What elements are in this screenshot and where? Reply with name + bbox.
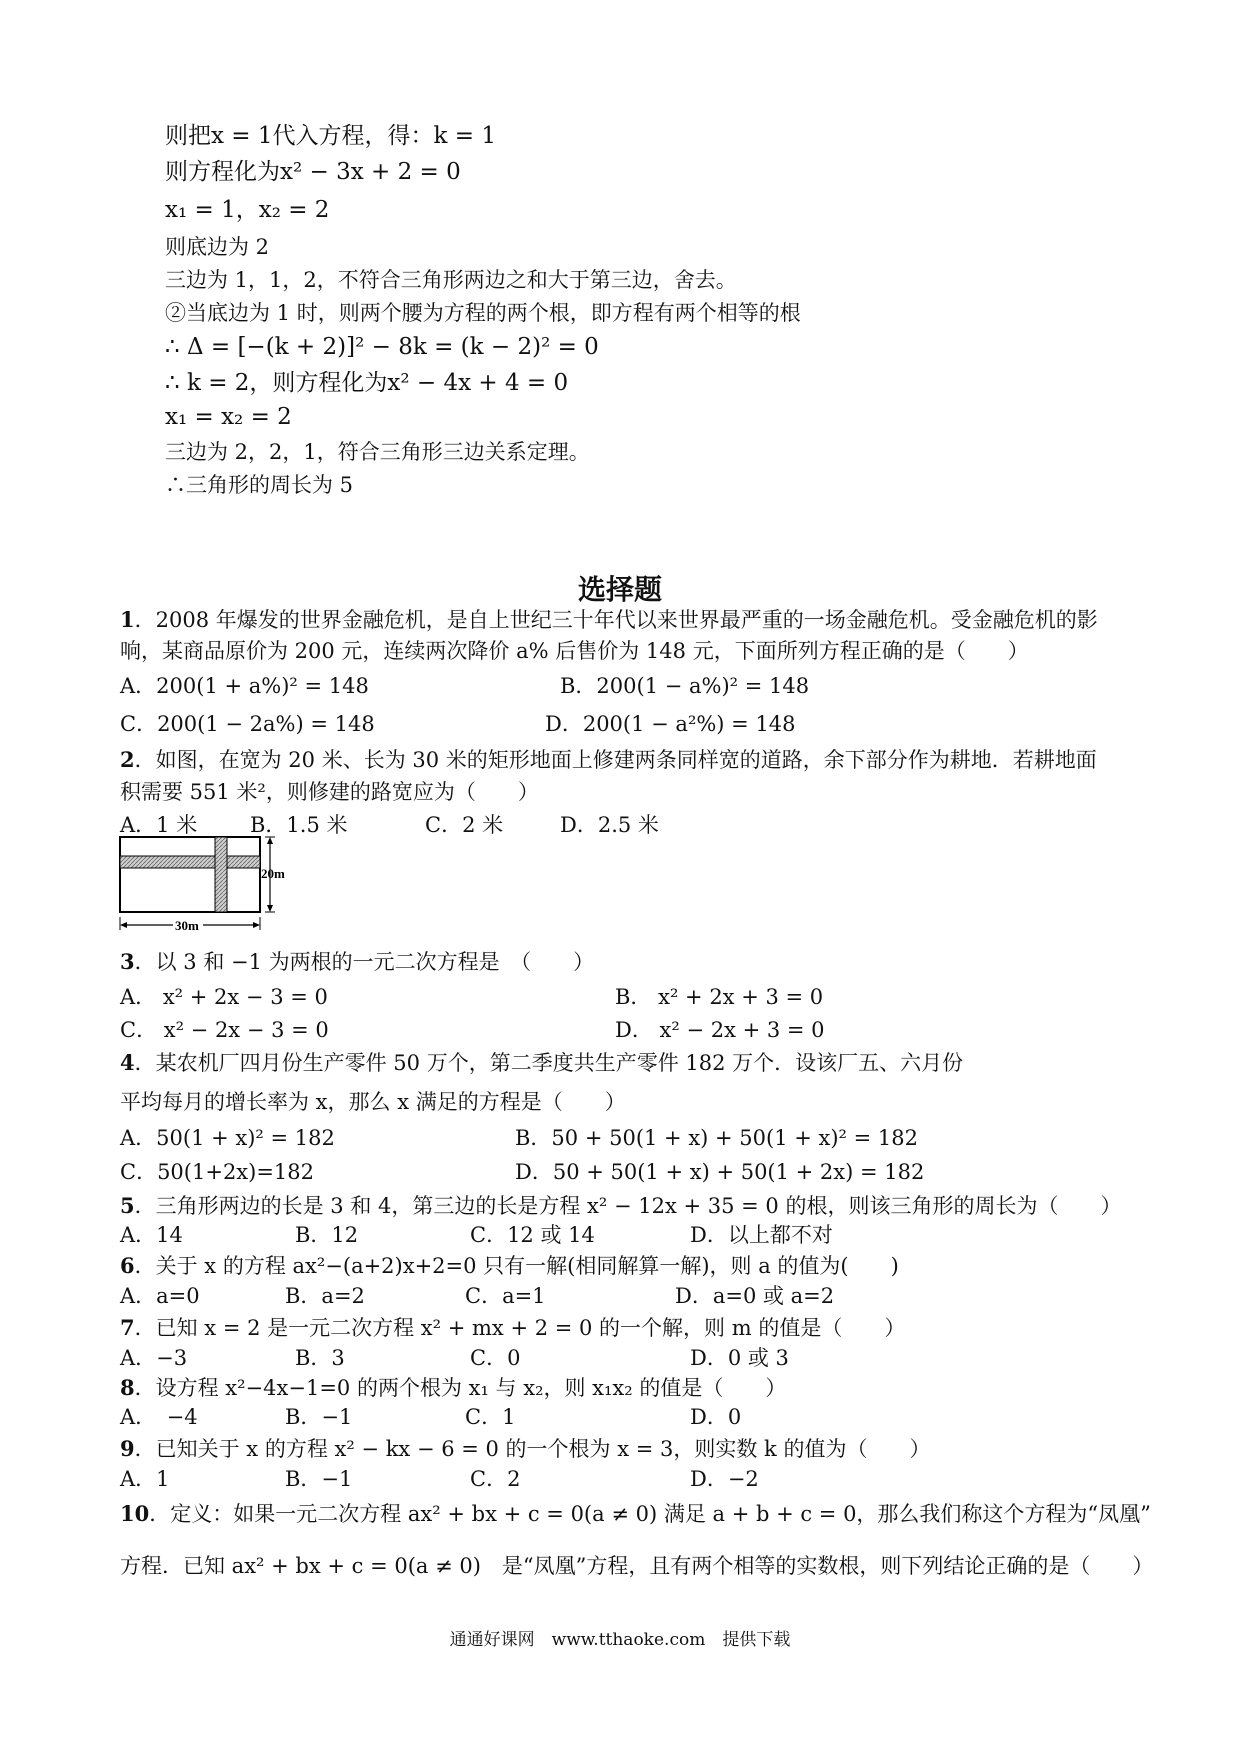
option-d[interactable]: D．0 或 3 — [690, 1346, 789, 1370]
horizontal-road — [120, 856, 260, 868]
option-c[interactable]: C．2 米 — [425, 813, 504, 837]
option-a[interactable]: A．14 — [120, 1223, 183, 1247]
option-d[interactable]: D．a=0 或 a=2 — [675, 1284, 835, 1308]
question-stem: 10．定义：如果一元二次方程 ax² + bx + c = 0(a ≠ 0) 满足 a + b + c = 0，那么我们称这个方程为“凤凰” — [120, 1501, 1151, 1526]
option-b[interactable]: B．3 — [295, 1346, 345, 1370]
field-rectangle — [120, 837, 260, 912]
option-c[interactable]: C． x² − 2x − 3 = 0 — [120, 1018, 329, 1042]
option-b[interactable]: B．50 + 50(1 + x) + 50(1 + x)² = 182 — [515, 1126, 919, 1150]
solution-line: ∴ k = 2，则方程化为x² − 4x + 4 = 0 — [165, 370, 569, 396]
option-b[interactable]: B． x² + 2x + 3 = 0 — [615, 985, 824, 1009]
option-d[interactable]: D．200(1 − a²%) = 148 — [545, 712, 796, 736]
option-c[interactable]: C．2 — [470, 1467, 521, 1491]
option-a[interactable]: A．200(1 + a%)² = 148 — [120, 674, 369, 698]
question-stem: 积需要 551 米²，则修建的路宽应为（ ） — [120, 780, 539, 804]
option-c[interactable]: C．0 — [470, 1346, 521, 1370]
vertical-road — [215, 837, 227, 912]
option-b[interactable]: B．−1 — [285, 1467, 353, 1491]
option-b[interactable]: B．200(1 − a%)² = 148 — [560, 674, 810, 698]
question-stem: 6．关于 x 的方程 ax²−(a+2)x+2=0 只有一解(相同解算一解)，则 a 的值为( ) — [120, 1253, 899, 1278]
option-d[interactable]: D．50 + 50(1 + x) + 50(1 + 2x) = 182 — [515, 1160, 925, 1184]
option-d[interactable]: D．以上都不对 — [690, 1223, 833, 1247]
solution-line: ②当底边为 1 时，则两个腰为方程的两个根，即方程有两个相等的根 — [165, 301, 801, 325]
question-stem: 9．已知关于 x 的方程 x² − kx − 6 = 0 的一个根为 x = 3，则实数 k 的值为（ ） — [120, 1436, 931, 1461]
option-c[interactable]: C．12 或 14 — [470, 1223, 595, 1247]
solution-line: ∴ Δ = [−(k + 2)]² − 8k = (k − 2)² = 0 — [165, 334, 599, 360]
solution-line: x₁ = 1，x₂ = 2 — [165, 197, 330, 223]
question-stem: 1．2008 年爆发的世界金融危机，是自上世纪三十年代以来世界最严重的一场金融危机。受金融危机的影 — [120, 607, 1098, 632]
question-stem: 2．如图，在宽为 20 米、长为 30 米的矩形地面上修建两条同样宽的道路，余下部分作为耕地．若耕地面 — [120, 747, 1097, 772]
option-a[interactable]: A． x² + 2x − 3 = 0 — [120, 985, 328, 1009]
option-a[interactable]: A．a=0 — [120, 1284, 200, 1308]
option-a[interactable]: A．50(1 + x)² = 182 — [120, 1126, 335, 1150]
question-stem: 5．三角形两边的长是 3 和 4，第三边的长是方程 x² − 12x + 35 = 0 的根，则该三角形的周长为（ ） — [120, 1193, 1122, 1218]
option-b[interactable]: B．a=2 — [285, 1284, 365, 1308]
option-b[interactable]: B．12 — [295, 1223, 359, 1247]
question-stem: 8．设方程 x²−4x−1=0 的两个根为 x₁ 与 x₂，则 x₁x₂ 的值是（ ） — [120, 1375, 787, 1400]
width-label: 20m — [261, 866, 285, 881]
question-stem: 响，某商品原价为 200 元，连续两次降价 a% 后售价为 148 元，下面所列方程正确的是（ ） — [120, 639, 1029, 663]
option-d[interactable]: D．−2 — [690, 1467, 759, 1491]
solution-line: 则把x = 1代入方程，得：k = 1 — [165, 123, 496, 149]
option-c[interactable]: C．1 — [465, 1405, 516, 1429]
question-stem: 平均每月的增长率为 x，那么 x 满足的方程是（ ） — [120, 1090, 626, 1114]
option-b[interactable]: B．−1 — [285, 1405, 353, 1429]
option-a[interactable]: A．1 米 — [120, 813, 198, 837]
question-stem: 3．以 3 和 −1 为两根的一元二次方程是 （ ） — [120, 949, 595, 974]
field-diagram — [115, 832, 300, 934]
option-c[interactable]: C．200(1 − 2a%) = 148 — [120, 712, 375, 736]
option-c[interactable]: C．a=1 — [465, 1284, 546, 1308]
option-a[interactable]: A． −4 — [120, 1405, 198, 1429]
solution-line: 则方程化为x² − 3x + 2 = 0 — [165, 159, 461, 185]
option-c[interactable]: C．50(1+2x)=182 — [120, 1160, 315, 1184]
option-b[interactable]: B．1.5 米 — [250, 813, 348, 837]
question-stem: 7．已知 x = 2 是一元二次方程 x² + mx + 2 = 0 的一个解，则 m 的值是（ ） — [120, 1315, 906, 1340]
option-d[interactable]: D．0 — [690, 1405, 742, 1429]
option-d[interactable]: D． x² − 2x + 3 = 0 — [615, 1018, 825, 1042]
length-label: 30m — [175, 918, 199, 933]
option-a[interactable]: A．1 — [120, 1467, 170, 1491]
solution-line: ∴三角形的周长为 5 — [165, 473, 354, 497]
section-title: 选择题 — [577, 573, 662, 606]
page-footer: 通通好课网 www.tthaoke.com 提供下载 — [449, 1630, 791, 1650]
option-d[interactable]: D．2.5 米 — [560, 813, 659, 837]
solution-line: 三边为 2，2，1，符合三角形三边关系定理。 — [165, 440, 590, 464]
solution-line: 三边为 1，1，2，不符合三角形两边之和大于第三边，舍去。 — [165, 268, 737, 292]
solution-line: 则底边为 2 — [165, 235, 270, 259]
question-stem: 4．某农机厂四月份生产零件 50 万个，第二季度共生产零件 182 万个．设该厂五、六月份 — [120, 1050, 964, 1075]
option-a[interactable]: A．−3 — [120, 1346, 188, 1370]
solution-line: x₁ = x₂ = 2 — [165, 404, 292, 430]
question-stem: 方程．已知 ax² + bx + c = 0(a ≠ 0) 是“凤凰”方程，且有两个相等的实数根，则下列结论正确的是（ ） — [120, 1554, 1154, 1578]
